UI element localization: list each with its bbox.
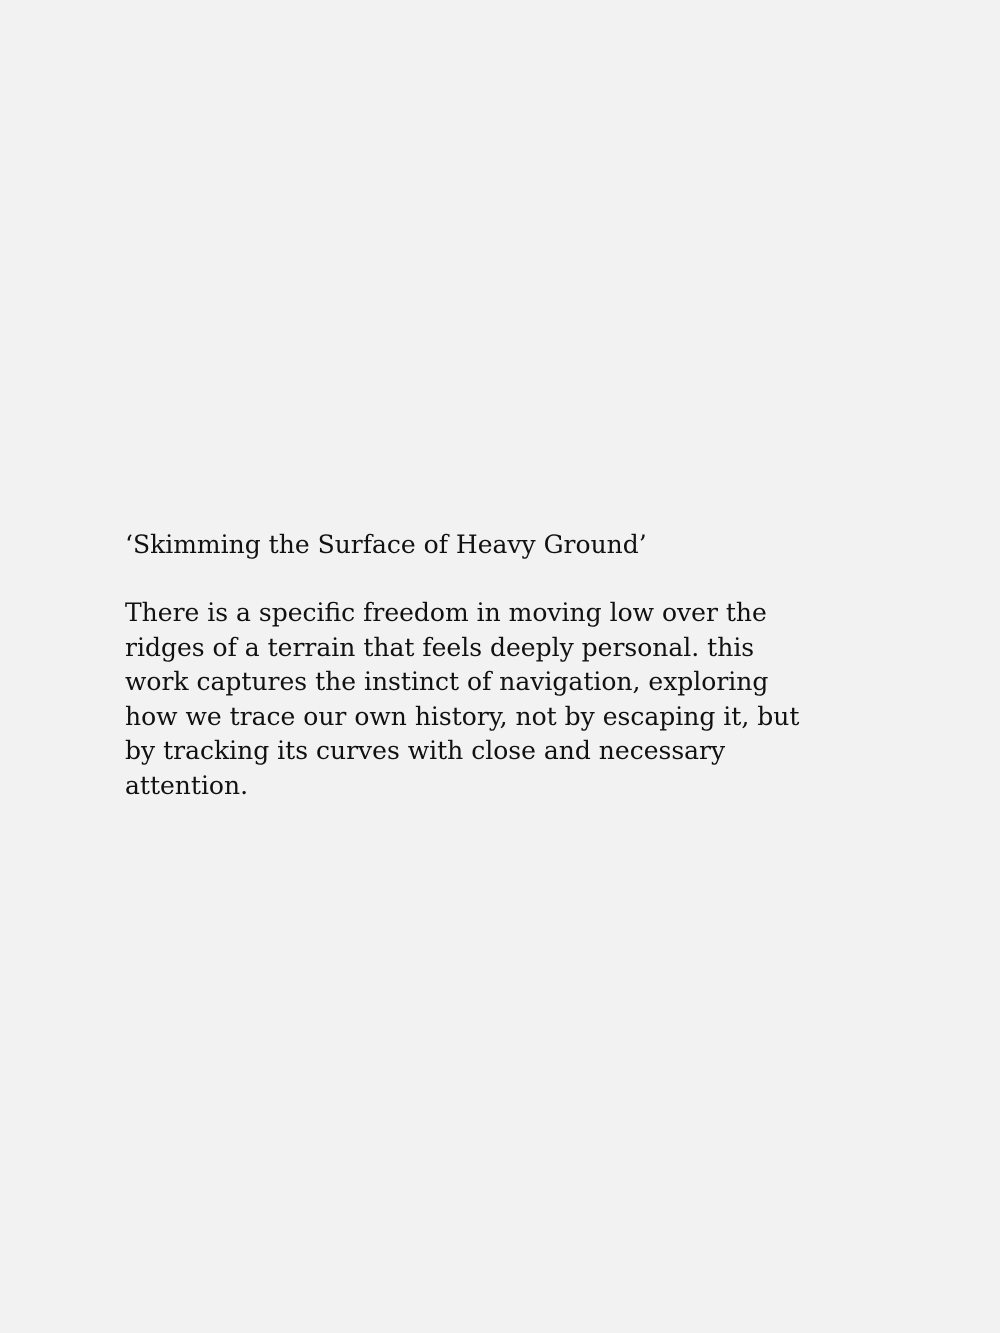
artwork-title: ‘Skimming the Surface of Heavy Ground’ <box>125 530 647 559</box>
artwork-description <box>125 596 885 803</box>
description-line-2: ridges of a terrain that feels deeply personal. this <box>125 632 755 662</box>
description-line-1: There is a specific freedom in moving low over the <box>125 598 767 627</box>
description-line-3: work captures the instinct of navigation, exploring <box>125 667 769 696</box>
description-line-4: how we trace our own history, not by escaping it, but <box>125 701 800 731</box>
description-line-5: by tracking its curves with close and necessary <box>125 736 726 765</box>
artwork-text-block <box>125 528 885 803</box>
description-line-6: attention. <box>125 770 249 800</box>
